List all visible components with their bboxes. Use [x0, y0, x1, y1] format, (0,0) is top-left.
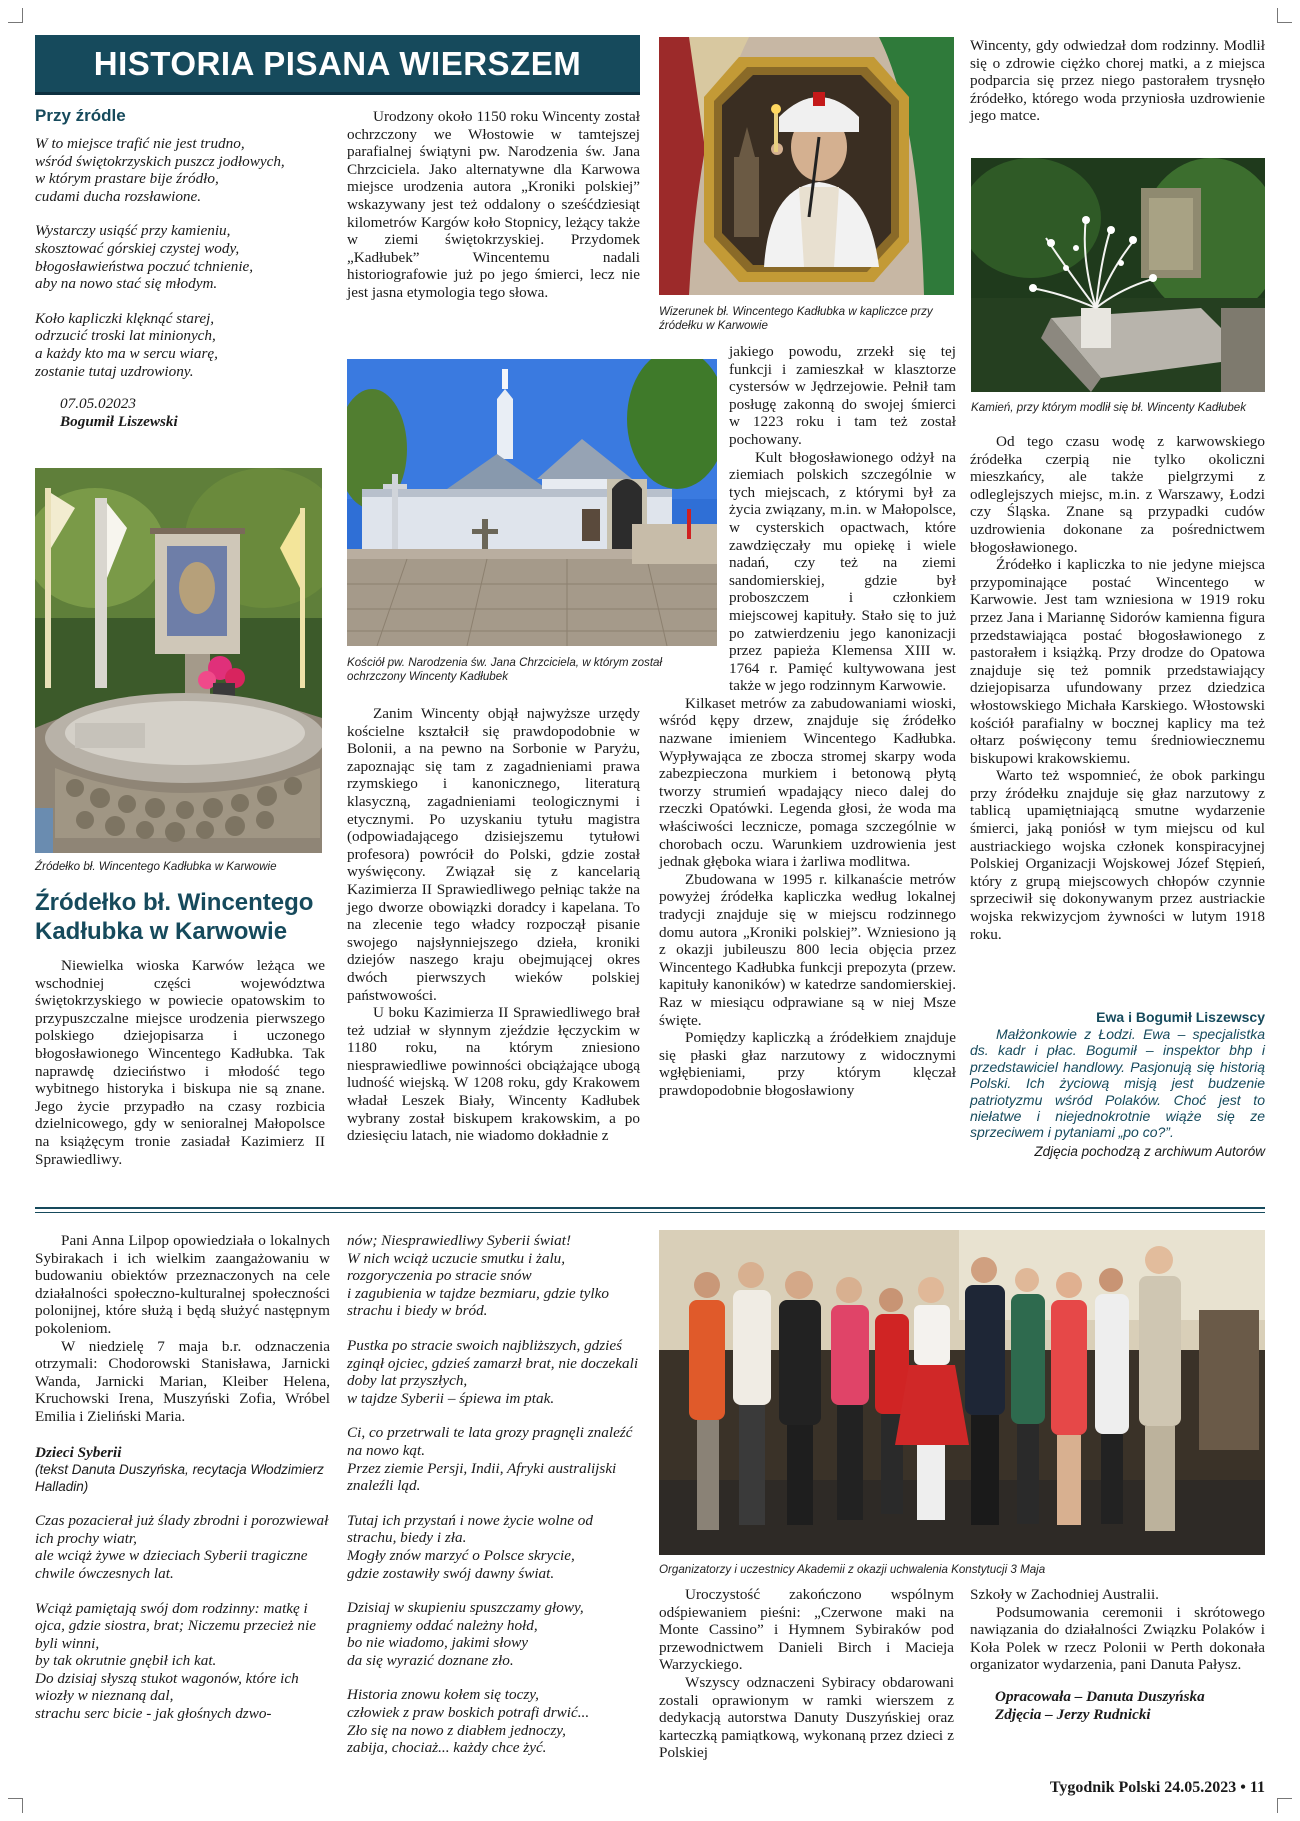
- paragraph: Źródełko i kapliczka to nie jedyne miejsca przypominające postać Wincentego w Karwowie. Jest tam wzniesiona w 1919 roku przez Jana i Mariannę Sidorów kamienna figura przedstawiająca postać błogosławionego z pastorałem i książką. Przy drodze do Opatowa znajduje się też pomnik przedstawiający dziejopisarza ufundowany przez dziedzica włostowskiego Michała Karskiego. Włostowski kościół parafialny w bocznej kaplicy ma też ołtarz poświęcony temu średniowiecznemu biskupowi krakowskiemu.: [970, 556, 1265, 767]
- paragraph: Pani Anna Lilpop opowiedziała o lokalnych Sybirakach i ich wielkim zaangażowaniu w budowaniu obiektów przeznaczonych na cele działalności społeczno-kulturalnej społeczności polonijnej, które służą i będą służyć następnym pokoleniom.: [35, 1232, 330, 1337]
- section-divider: [35, 1212, 1265, 1213]
- paragraph: Kult błogosławionego odżył na ziemiach polskich szczególnie w tych miejscach, z którymi był za życia związany, m.in. w Małopolsce, w cysterskich opactwach, które zawdzięczały mu opiekę i wiele nadań, czy też na ziemi sandomierskiej, gdzie był proboszczem i członkiem miejscowej kapituły. Stało się to już po zatwierdzeniu jego kanonizacji przez papieża Klemensa XIII w. 1764 r. Pamięć kultywowana jest także w jego rodzinnym Karwowie.: [729, 448, 956, 695]
- article-column-2-bottom: [347, 705, 640, 1145]
- poem-stanza: Wystarczy usiąść przy kamieniu, skosztować górskiej czystej wody, błogosławieństwa poczuć tchnienie, aby na nowo stać się młodym.: [35, 222, 254, 293]
- poem-stanza: Historia znowu kołem się toczy, człowiek z praw boskich potrafi drwić... Zło się na nowo z diabłem jednoczy, zabija, chociaż... każdy chce żyć.: [347, 1686, 590, 1757]
- article-title: Źródełko bł. Wincentego Kadłubka w Karwowie: [35, 889, 314, 945]
- lower-column-4: [970, 1586, 1265, 1723]
- footer-separator: •: [1240, 1779, 1246, 1796]
- article-column-4: [970, 433, 1265, 943]
- poem-stanza: Koło kapliczki klęknąć starej, odrzucić troski lat minionych, a każdy kto ma w sercu wiarę, zostanie tutaj uzdrowiony.: [35, 309, 218, 380]
- author-block: [970, 1009, 1265, 1161]
- paragraph: Pomiędzy kapliczką a źródełkiem znajduje się płaski głaz narzutowy z widocznymi wgłębieniami, przy którym klęczał prawdopodobnie błogosławiony: [659, 1029, 956, 1099]
- poem-title: Przy źródle: [35, 106, 126, 125]
- article-column-1: [35, 957, 325, 1168]
- paragraph: Szkoły w Zachodniej Australii.: [970, 1586, 1159, 1603]
- poem-stanza: W to miejsce trafić nie jest trudno, wśród świętokrzyskich puszcz jodłowych, w którym prastare bije źródło, cudami ducha rozsławione.: [35, 135, 285, 205]
- photo-caption: Kościół pw. Narodzenia św. Jana Chrzciciela, w którym został ochrzczony Wincenty Kadłubek: [347, 656, 663, 683]
- credit-photos: Zdjęcia – Jerzy Rudnicki: [995, 1705, 1151, 1723]
- photo-portrait: [659, 37, 954, 295]
- poem-stanza: Tutaj ich przystań i nowe życie wolne od strachu, biedy i zła. Mogły znów marzyć o Polsce skrycie, gdzie zostawiły swój dawny świat.: [347, 1511, 593, 1582]
- page-footer: [1050, 1779, 1265, 1797]
- poem-title: Dzieci Syberii: [35, 1443, 122, 1461]
- poem-stanza: Dzisiaj w skupieniu spuszczamy głowy, pragniemy oddać należny hołd, bo nie wiadomo, jakimi słowy da się wyrazić doznane zło.: [347, 1599, 584, 1669]
- paragraph: Urodzony około 1150 roku Wincenty został ochrzczony we Włostowie w tamtejszej parafialnej świątyni pw. Narodzenia św. Jana Chrzciciela. Jako alternatywne dla Karwowa miejsce urodzenia autora „Kroniki polskiej” wskazywany jest też oddalony o sześćdziesiąt kilometrów Kargów koło Stopnicy, leżący także w ziemi świętokrzyskiej. Przydomek „Kadłubek” Wincentemu nadali historiografowie już po jego śmierci, lecz nie jest jasna etymologia tego słowa.: [347, 108, 640, 301]
- poem-stanza: Ci, co przetrwali te lata grozy pragnęli znaleźć na nowo kąt. Przez ziemie Persji, Indii, Afryki australijski znaleźli ląd.: [347, 1424, 633, 1495]
- photo-credit: Zdjęcia pochodzą z archiwum Autorów: [1034, 1143, 1265, 1159]
- paragraph: Uroczystość zakończono wspólnym odśpiewaniem pieśni: „Czerwone maki na Monte Cassino” i Hymnem Sybiraków pod przewodnictwem Danieli Birch i Macieja Warzyckiego.: [659, 1586, 954, 1674]
- poem-signature: [35, 395, 330, 430]
- paragraph: Wszyscy odznaczeni Sybiracy obdarowani zostali oprawionym w ramki wierszem z dedykacją autorstwa Danuty Duszyńskiej oraz karteczką pamiątkową, wykonaną przez dzieci z Polskiej: [659, 1673, 954, 1762]
- paragraph: Warto też wspomnieć, że obok parkingu przy źródełku znajduje się głaz narzutowy z tablicą upamiętniającą smutne wydarzenie śmierci, jaką poniósł w tym miejscu od kul austriackiego wojska członek konspiracyjnej Polskiej Organizacji Wojskowej Józef Stępień, który z grupą miejscowych chłopów czynnie sprzeciwił się dokonywanym przez austriackie wojska rekwizycjom żywności w lutym 1918 roku.: [970, 767, 1265, 943]
- photo-caption: Organizatorzy i uczestnicy Akademii z okazji uchwalenia Konstytucji 3 Maja: [659, 1563, 1046, 1576]
- paragraph: Kilkaset metrów za zabudowaniami wioski, wśród kępy drzew, znajduje się źródełko nazwane imieniem Wincentego Kadłubka. Wypływająca ze zbocza stromej skarpy woda zabezpieczona murkiem i betonową płytą tworzy strumień wpadający nieco dalej do rzeczki Opatówki. Legenda głosi, że woda ma właściwości lecznicze, pomaga szczególnie w chorobach oczu. Warunkiem uzdrowienia jest jednak głęboka wiara i żarliwa modlitwa.: [659, 694, 956, 871]
- paragraph: Od tego czasu wodę z karwowskiego źródełka czerpią nie tylko okoliczni mieszkańcy, ale także pielgrzymi z odleglejszych miejsc, m.in. z Warszawy, Łodzi czy Śląska. Znane są przypadki cudów uzdrowienia dokonane za pośrednictwem błogosławionego.: [970, 433, 1265, 556]
- credit-editor: Opracowała – Danuta Duszyńska: [995, 1687, 1205, 1705]
- poem-continuation: [347, 1232, 640, 1774]
- poem-stanza: Wciąż pamiętają swój dom rodzinny: matkę i ojca, gdzie siostra, brat; Niczemu przecież nie byli winni, by tak okrutnie gnębił ich kat. Do dzisiaj słyszą stukot wagonów, które ich wiozły w nieznaną dal, strachu serc bicie - jak głośnych dzwo-: [35, 1599, 316, 1723]
- photo-spring-shrine: [35, 468, 322, 853]
- lower-column-1: [35, 1232, 330, 1740]
- lower-credits: [970, 1688, 1265, 1723]
- photo-caption: Kamień, przy którym modlił się bł. Wincenty Kadłubek: [971, 401, 1247, 414]
- section-title: HISTORIA PISANA WIERSZEM: [93, 44, 582, 82]
- section-divider: [35, 1207, 1265, 1209]
- paragraph: Niewielka wioska Karwów leżąca we wschodniej części województwa świętokrzyskiego w powiecie opatowskim to przypuszczalne miejsce urodzenia pierwszego polskiego dziejopisarza i uczonego błogosławionego Wincentego Kadłubka. Tak naprawdę dzieciństwo i młodość tego wybitnego historyka i biskupa nie są znane. Jego życie przypadło na czasy rozbicia dzielnicowego, gdy w senioralnej Małopolsce na książęcym tronie zasiadał Kazimierz II Sprawiedliwy.: [35, 957, 325, 1168]
- crop-mark: [8, 8, 23, 23]
- poem-stanza: nów; Niesprawiedliwy Syberii świat! W nich wciąż uczucie smutku i żalu, rozgoryczenia po stracie snów i zagubienia w tajdze bezmiaru, gdzie tylko strachu i biedy w bród.: [347, 1232, 609, 1320]
- crop-mark: [8, 1798, 23, 1813]
- section-banner: [35, 35, 640, 95]
- poem-przy-zrodle: [35, 106, 330, 430]
- poem-dzieci-syberii: [35, 1444, 330, 1723]
- page-number: 11: [1249, 1779, 1265, 1796]
- poem-author: Bogumił Liszewski: [60, 412, 178, 430]
- crop-mark: [1277, 1798, 1292, 1813]
- paragraph: U boku Kazimierza II Sprawiedliwego brał też udział w słynnym zjeździe łęczyckim w 1180 roku, na którym zniesiono niesprawiedliwe powinności obciążające ubogą ludność wiejską. W 1208 roku, gdy Krakowem władał Leszek Biały, Wincenty Kadłubek wybrany został biskupem krakowskim, a po dziesięciu latach, nie wiadomo dokładnie z: [347, 1004, 640, 1145]
- paragraph: Zbudowana w 1995 r. kilkanaście metrów powyżej źródełka kapliczka według lokalnej tradycji znajduje się w miejscu rodzinnego domu autora „Kroniki polskiej”. Wzniesiono ją z okazji jubileuszu 800 lecia objęcia przez Wincentego Kadłubka funkcji prepozyta (przew. kapituły kanoników) w katedrze sandomierskiej. Raz w miesiącu odprawiane są w niej Msze święte.: [659, 870, 956, 1029]
- article-column-4-top: [970, 37, 1265, 125]
- article-column-2-top: [347, 108, 640, 302]
- paragraph: W niedzielę 7 maja b.r. odznaczenia otrzymali: Chodorowski Stanisława, Jarnicki Wanda, Jarnicki Marian, Kleiber Helena, Kruchowski Irena, Muszyński Zofia, Wróbel Emilia i Zieliński Maria.: [35, 1337, 330, 1425]
- poem-stanza: Pustka po stracie swoich najbliższych, gdzieś zginął ojciec, gdzieś zamarzł brat, nie doczekali doby lat przyszłych, w tajdze Syberii – śpiewa im ptak.: [347, 1336, 639, 1407]
- photo-stone: [971, 158, 1265, 392]
- crop-mark: [1277, 8, 1292, 23]
- photo-caption: Źródełko bł. Wincentego Kadłubka w Karwowie: [35, 860, 277, 873]
- paragraph: Podsumowania ceremonii i skrótowego nawiązania do działalności Związku Polaków i Koła Polek w rzecz Polonii w Perth dokonała organizator wydarzenia, pani Danuta Pałysz.: [970, 1603, 1265, 1674]
- paragraph: Wincenty, gdy odwiedzał dom rodzinny. Modlił się o zdrowie ciężko chorej matki, a z miejsca podparcia się przez niego pastorałem trysnęło źródełko, którego woda przyniosła uzdrowienie jego matce.: [970, 37, 1265, 125]
- poem-credit: (tekst Danuta Duszyńska, recytacja Włodzimierz Halladin): [35, 1462, 324, 1495]
- article-column-3: [659, 343, 956, 1100]
- photo-caption: Wizerunek bł. Wincentego Kadłubka w kapliczce przy źródełku w Karwowie: [659, 305, 933, 332]
- author-note: Małżonkowie z Łodzi. Ewa – specjalistka ds. kadr i płac. Bogumił – inspektor bhp i przedstawiciel handlowy. Pasjonują się historią Polski. Ich życiową misją jest budzenie patriotyzmu wśród Polaków. Choć jest to niełatwe i niejednokrotnie wiąże się ze sprzeciwem i pytaniami „po co?”.: [970, 1026, 1265, 1141]
- paragraph: jakiego powodu, zrzekł się tej funkcji i zamieszkał w klasztorze cystersów w Jędrzejowie. Pełnił tam posługę zakonną do swojej śmierci w 1223 roku i tam też został pochowany.: [729, 343, 956, 448]
- publication-name: Tygodnik Polski 24.05.2023: [1049, 1779, 1237, 1796]
- photo-group: [659, 1230, 1265, 1555]
- poem-stanza: Czas pozacierał już ślady zbrodni i porozwiewał ich prochy wiatr, ale wciąż żywe w dzieciach Syberii tragiczne chwile ówczesnych lat.: [35, 1512, 329, 1582]
- paragraph: Zanim Wincenty objął najwyższe urzędy kościelne kształcił się prawdopodobnie w Bolonii, a na pewno na Sorbonie w Paryżu, zapoznając się tam z zagadnieniami prawa rzymskiego i kanonicznego, literaturą klasyczną, zagadnieniami teologicznymi i etycznymi. Po uzyskaniu tytułu magistra (odpowiadającego dzisiejszemu tytułowi profesora) powrócił do Polski, gdzie został wyświęcony. Związał się z kancelarią Kazimierza II Sprawiedliwego pełniąc także na jego dworze obowiązki doradcy i kapelana. To na zlecenie tego władcy rozpoczął pisanie swojego najsłynniejszego dzieła, kroniki dziejów naszego kraju obejmującej okres dwóch pierwszych wieków polskiej państwowości.: [347, 705, 640, 1004]
- lower-column-3: [659, 1586, 954, 1762]
- poem-date: 07.05.02023: [60, 395, 136, 413]
- poem-body: [35, 135, 330, 380]
- article-byline: Ewa i Bogumił Liszewscy: [1096, 1009, 1265, 1025]
